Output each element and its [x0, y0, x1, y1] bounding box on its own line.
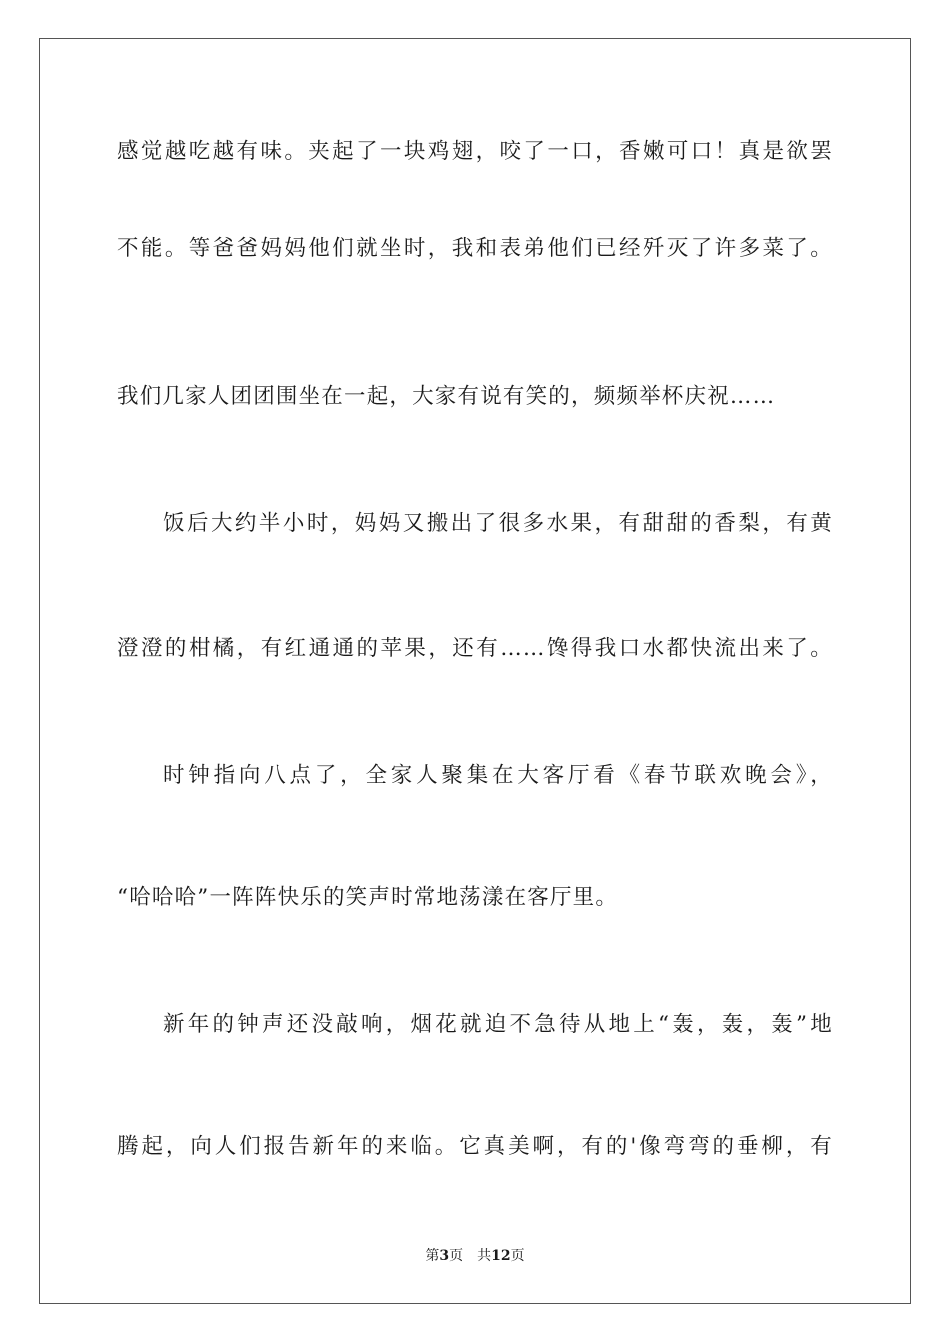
text-line-5: 澄澄的柑橘，有红通通的苹果，还有……馋得我口水都快流出来了。	[117, 636, 833, 661]
text-line-6: 时钟指向八点了，全家人聚集在大客厅看《春节联欢晚会》，	[163, 763, 833, 788]
text-line-2: 不能。等爸爸妈妈他们就坐时，我和表弟他们已经歼灭了许多菜了。	[117, 236, 833, 261]
text-line-3: 我们几家人团团围坐在一起，大家有说有笑的，频频举杯庆祝……	[117, 384, 776, 409]
page-border	[39, 38, 911, 1304]
text-line-9: 腾起，向人们报告新年的来临。它真美啊，有的'像弯弯的垂柳，有	[117, 1134, 833, 1159]
text-line-7: “哈哈哈”一阵阵快乐的笑声时常地荡漾在客厅里。	[117, 885, 619, 910]
total-pages: 12	[491, 1248, 511, 1264]
text-line-1: 感觉越吃越有味。夹起了一块鸡翅，咬了一口，香嫩可口！真是欲罢	[117, 139, 833, 164]
page-footer	[0, 1247, 950, 1265]
page-prefix: 第	[425, 1248, 440, 1264]
total-suffix: 页	[510, 1248, 525, 1264]
total-prefix: 共	[477, 1248, 492, 1264]
page-suffix: 页	[449, 1248, 464, 1264]
text-line-8: 新年的钟声还没敲响，烟花就迫不急待从地上“轰，轰，轰”地	[163, 1012, 833, 1037]
text-line-4: 饭后大约半小时，妈妈又搬出了很多水果，有甜甜的香梨，有黄	[163, 511, 833, 536]
page-number: 3	[439, 1248, 450, 1264]
